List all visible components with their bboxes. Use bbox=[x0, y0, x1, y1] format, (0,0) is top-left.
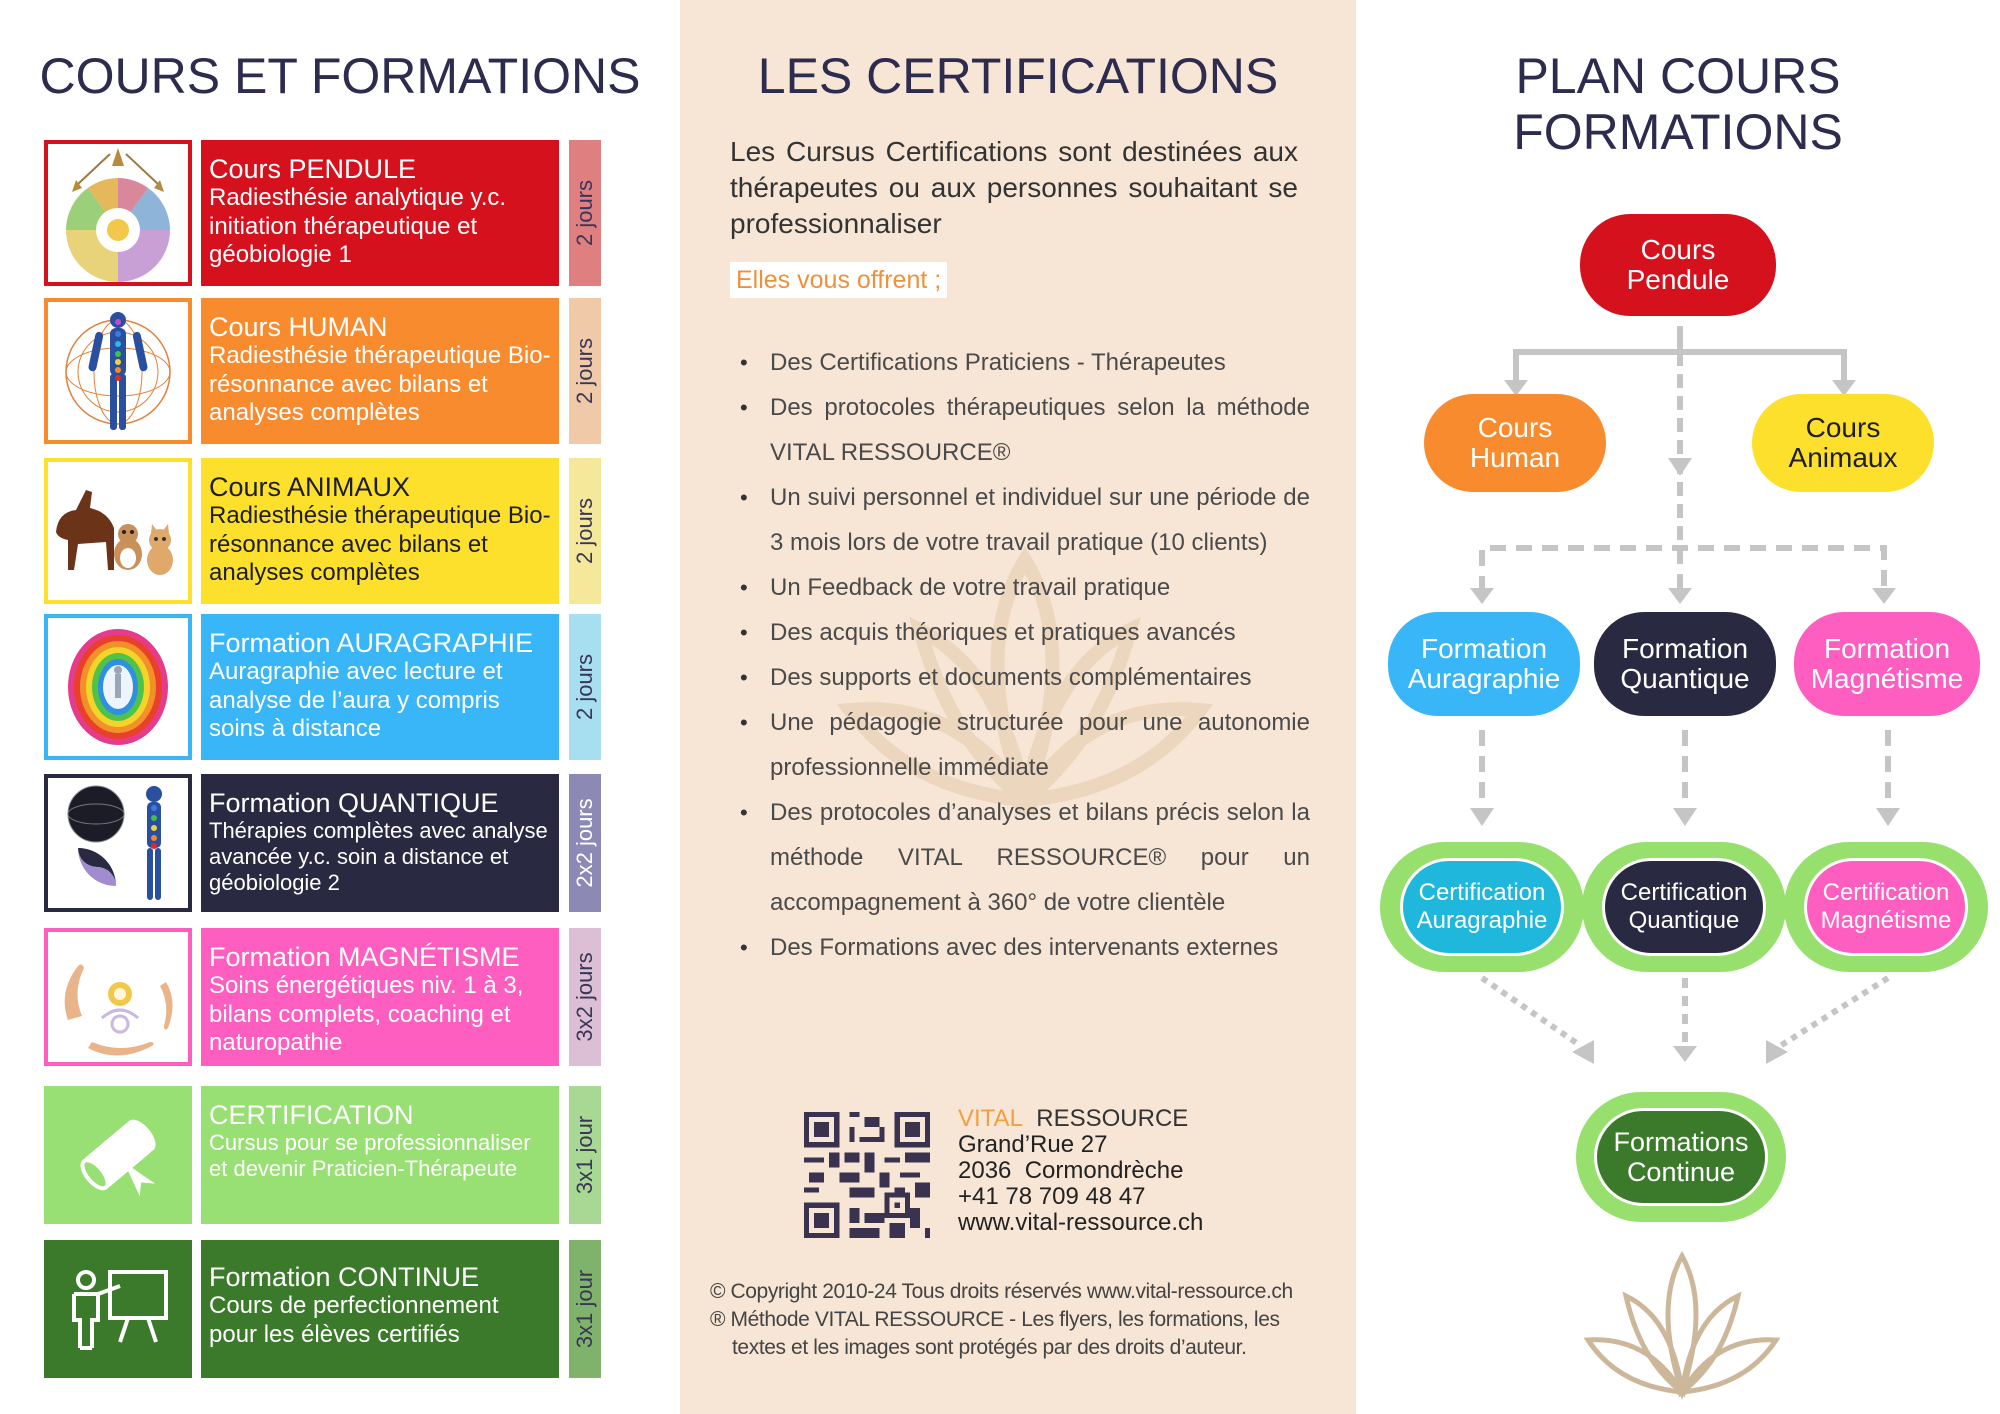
course-description: Radiesthésie thérapeutique Bio-résonnance avec bilans et analyses complètes bbox=[209, 502, 551, 586]
list-item: • Un suivi personnel et individuel sur une période de 3 mois lors de votre travail pratique (10 clients) bbox=[770, 475, 1310, 565]
connector-line bbox=[1482, 978, 1581, 1046]
course-duration bbox=[569, 928, 601, 1066]
node-label: Cours bbox=[1640, 234, 1716, 265]
course-description: Radiesthésie analytique y.c. initiation thérapeutique et géobiologie 1 bbox=[209, 184, 507, 268]
brand-name-part: RESSOURCE bbox=[1036, 1105, 1189, 1132]
diploma-icon bbox=[44, 1086, 192, 1224]
arrow-head bbox=[1572, 1040, 1594, 1064]
node-formation-magnetisme bbox=[1794, 612, 1980, 716]
cert-ring bbox=[1380, 842, 1584, 972]
node-label: Certification bbox=[1822, 879, 1950, 906]
course-duration bbox=[569, 458, 601, 604]
node-label: Certification bbox=[1418, 879, 1546, 906]
list-item: • Des protocoles d’analyses et bilans précis selon la méthode VITAL RESSOURCE® pour un accompagnement à 360° de votre clientèle bbox=[770, 790, 1310, 925]
courses-column bbox=[0, 0, 675, 1414]
aura-rainbow-image bbox=[44, 614, 192, 760]
certifications-intro: Les Cursus Certifications sont destinées aux thérapeutes ou aux personnes souhaitant se professionnaliser bbox=[730, 136, 1298, 239]
course-name: Cours HUMAN bbox=[209, 312, 388, 342]
arrow-head bbox=[1668, 458, 1692, 476]
course-box bbox=[201, 140, 559, 286]
node-certification-magnetisme bbox=[1804, 858, 1968, 956]
copyright-line: ® Méthode VITAL RESSOURCE - Les flyers, les formations, les bbox=[710, 1308, 1280, 1331]
duration-label: 2 jours bbox=[572, 497, 597, 565]
node-cours-pendule bbox=[1580, 214, 1776, 316]
arrow-head bbox=[1470, 588, 1494, 604]
duration-label: 3x1 jour bbox=[572, 1115, 597, 1195]
node-label: Auragraphie bbox=[1407, 663, 1561, 694]
address-street: Grand’Rue 27 bbox=[958, 1131, 1108, 1158]
plan-title-line: PLAN COURS bbox=[1515, 48, 1841, 104]
course-duration bbox=[569, 1240, 601, 1378]
copyright-line: © Copyright 2010-24 Tous droits réservés www.vital-ressource.ch bbox=[710, 1280, 1293, 1303]
course-name: CERTIFICATION bbox=[209, 1100, 414, 1130]
duration-label: 2 jours bbox=[572, 653, 597, 721]
human-chakra-image bbox=[44, 298, 192, 444]
course-box bbox=[201, 928, 559, 1066]
plan-title-line: FORMATIONS bbox=[1513, 104, 1843, 160]
course-description: Radiesthésie thérapeutique Bio-résonnance avec bilans et analyses complètes bbox=[209, 342, 551, 426]
node-label: Formation bbox=[1420, 633, 1548, 664]
course-name: Cours ANIMAUX bbox=[209, 472, 411, 502]
course-duration bbox=[569, 1086, 601, 1224]
duration-label: 3x2 jours bbox=[572, 952, 597, 1042]
offer-label: Elles vous offrent ; bbox=[730, 262, 947, 298]
course-description: Auragraphie avec lecture et analyse de l’aura y compris soins à distance bbox=[209, 658, 503, 742]
course-duration bbox=[569, 298, 601, 444]
list-item: • Des protocoles thérapeutiques selon la méthode VITAL RESSOURCE® bbox=[770, 385, 1310, 475]
node-formation-quantique bbox=[1594, 612, 1776, 716]
duration-label: 2 jours bbox=[572, 337, 597, 405]
course-name: Formation MAGNÉTISME bbox=[209, 942, 520, 972]
course-box bbox=[201, 1086, 559, 1224]
list-item: • Une pédagogie structurée pour une autonomie professionnelle immédiate bbox=[770, 700, 1310, 790]
node-label: Continue bbox=[1626, 1157, 1736, 1187]
contact-block bbox=[958, 1106, 1203, 1236]
phone-number[interactable]: +41 78 709 48 47 bbox=[958, 1183, 1146, 1210]
certifications-column bbox=[680, 0, 1356, 1414]
node-cours-animaux bbox=[1752, 394, 1934, 492]
course-row-continue bbox=[44, 1240, 606, 1378]
arrow-head bbox=[1876, 808, 1900, 826]
node-label: Formation bbox=[1621, 633, 1749, 664]
cert-ring bbox=[1784, 842, 1988, 972]
arrow-head bbox=[1668, 588, 1692, 604]
benefits-list bbox=[770, 340, 1310, 970]
course-row-quantique bbox=[44, 774, 606, 912]
course-name: Formation CONTINUE bbox=[209, 1262, 480, 1292]
course-duration bbox=[569, 140, 601, 286]
healing-hands-image bbox=[44, 928, 192, 1066]
arrow-head bbox=[1673, 808, 1697, 826]
list-item: • Des Formations avec des intervenants externes bbox=[770, 925, 1310, 970]
cert-ring bbox=[1582, 842, 1786, 972]
duration-label: 2 jours bbox=[572, 179, 597, 247]
course-box bbox=[201, 614, 559, 760]
course-duration bbox=[569, 614, 601, 760]
brand-name bbox=[958, 1106, 1203, 1132]
duration-label: 3x1 jour bbox=[572, 1269, 597, 1349]
course-box bbox=[201, 458, 559, 604]
quantum-body-image bbox=[44, 774, 192, 912]
copyright-line: textes et les images sont protégés par des droits d’auteur. bbox=[732, 1336, 1247, 1359]
node-label: Cours bbox=[1805, 412, 1881, 443]
courses-title: COURS ET FORMATIONS bbox=[39, 48, 641, 104]
node-certification-quantique bbox=[1602, 858, 1766, 956]
course-description: Thérapies complètes avec analyse avancée y.c. soin a distance et géobiologie 2 bbox=[209, 818, 548, 895]
cert-ring bbox=[1576, 1092, 1786, 1222]
node-label: Formations bbox=[1613, 1127, 1749, 1157]
copyright-notice bbox=[710, 1278, 1326, 1362]
node-certification-auragraphie bbox=[1400, 858, 1564, 956]
qr-code-icon[interactable] bbox=[804, 1112, 930, 1238]
node-label: Certification bbox=[1620, 879, 1748, 906]
list-item: • Des Certifications Praticiens - Thérapeutes bbox=[770, 340, 1310, 385]
course-duration bbox=[569, 774, 601, 912]
teacher-icon bbox=[44, 1240, 192, 1378]
pendulum-chart-image bbox=[44, 140, 192, 286]
node-label: Cours bbox=[1477, 412, 1553, 443]
node-label: Human bbox=[1469, 442, 1561, 473]
course-row-animaux bbox=[44, 458, 606, 604]
course-row-auragraphie bbox=[44, 614, 606, 760]
list-item: • Des supports et documents complémentaires bbox=[770, 655, 1310, 700]
node-label: Quantique bbox=[1628, 907, 1740, 934]
course-row-certification bbox=[44, 1086, 606, 1224]
arrow-head bbox=[1470, 808, 1494, 826]
node-cours-human bbox=[1424, 394, 1606, 492]
node-formations-continue bbox=[1594, 1108, 1768, 1206]
node-label: Auragraphie bbox=[1416, 907, 1548, 934]
course-name: Cours PENDULE bbox=[209, 154, 417, 184]
course-name: Formation QUANTIQUE bbox=[209, 788, 499, 818]
plan-column bbox=[1356, 0, 2000, 1414]
node-label: Quantique bbox=[1620, 663, 1750, 694]
node-label: Pendule bbox=[1626, 264, 1730, 295]
list-item: • Un Feedback de votre travail pratique bbox=[770, 565, 1310, 610]
arrow-head bbox=[1872, 588, 1896, 604]
node-formation-auragraphie bbox=[1388, 612, 1580, 716]
animals-image bbox=[44, 458, 192, 604]
course-description: Cursus pour se professionnaliser et devenir Praticien-Thérapeute bbox=[209, 1130, 531, 1181]
course-name: Formation AURAGRAPHIE bbox=[209, 628, 534, 658]
course-box bbox=[201, 298, 559, 444]
node-label: Magnétisme bbox=[1810, 663, 1964, 694]
course-row-human bbox=[44, 298, 606, 444]
certifications-title: LES CERTIFICATIONS bbox=[757, 48, 1279, 104]
arrow-head bbox=[1673, 1046, 1697, 1062]
connector-line bbox=[1780, 978, 1888, 1046]
website-link[interactable]: www.vital-ressource.ch bbox=[958, 1209, 1204, 1236]
course-row-magnetisme bbox=[44, 928, 606, 1066]
node-label: Formation bbox=[1823, 633, 1951, 664]
course-description: Soins énergétiques niv. 1 à 3, bilans complets, coaching et naturopathie bbox=[209, 972, 524, 1056]
course-row-pendule bbox=[44, 140, 606, 286]
node-label: Magnétisme bbox=[1820, 907, 1952, 934]
list-item: • Des acquis théoriques et pratiques avancés bbox=[770, 610, 1310, 655]
lotus-logo-icon bbox=[1588, 1256, 1776, 1392]
node-label: Animaux bbox=[1788, 442, 1898, 473]
course-box bbox=[201, 774, 559, 912]
address-city: 2036 Cormondrèche bbox=[958, 1157, 1184, 1184]
course-box bbox=[201, 1240, 559, 1378]
course-description: Cours de perfectionnement pour les élèves certifiés bbox=[209, 1292, 499, 1348]
duration-label: 2x2 jours bbox=[572, 798, 597, 888]
brand-name-part: VITAL bbox=[958, 1105, 1023, 1132]
